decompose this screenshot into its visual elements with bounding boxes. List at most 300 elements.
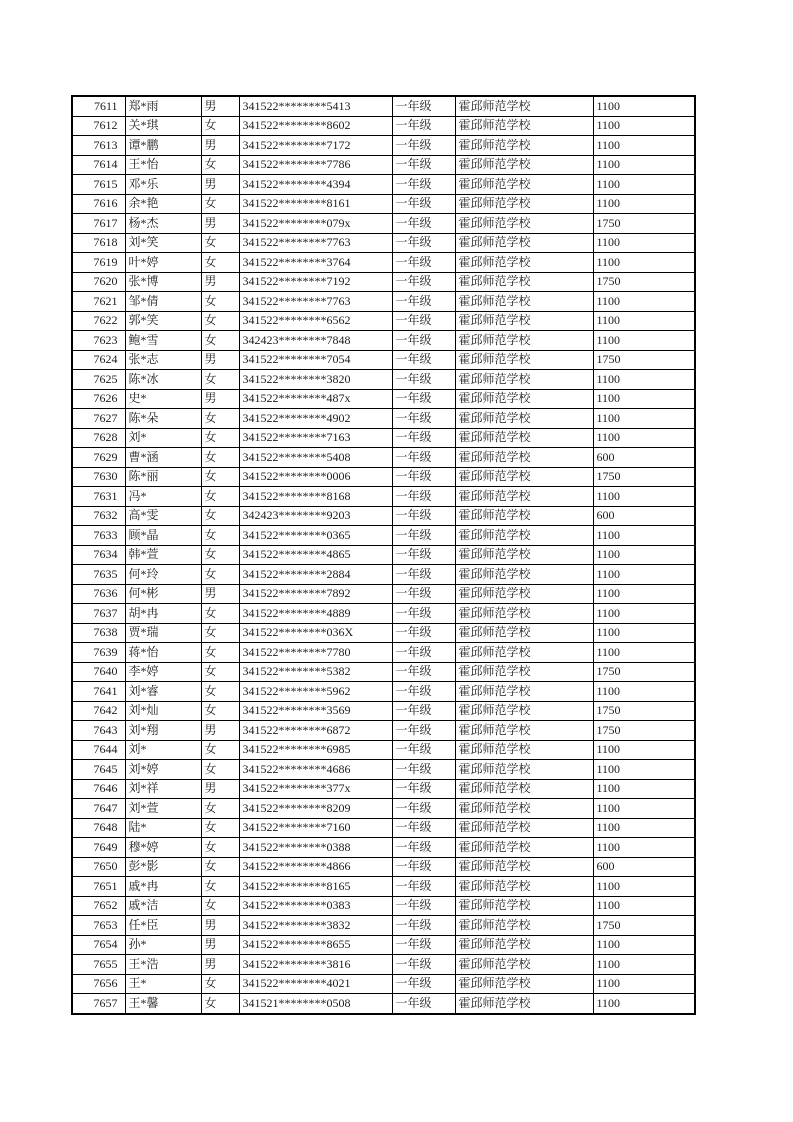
cell-amount: 1100: [593, 877, 695, 897]
cell-gender: 女: [201, 194, 239, 214]
table-row: [72, 623, 695, 643]
cell-school: 霍邱师范学校: [455, 565, 593, 585]
cell-grade: 一年级: [392, 721, 455, 741]
cell-masked-id-number: 341522********3569: [239, 701, 392, 721]
cell-grade: 一年级: [392, 955, 455, 975]
cell-amount: 1100: [593, 818, 695, 838]
cell-gender: 男: [201, 916, 239, 936]
cell-masked-id-number: 341522********4021: [239, 974, 392, 994]
cell-gender: 男: [201, 389, 239, 409]
cell-grade: 一年级: [392, 116, 455, 136]
cell-amount: 1100: [593, 175, 695, 195]
cell-grade: 一年级: [392, 623, 455, 643]
cell-school: 霍邱师范学校: [455, 857, 593, 877]
cell-grade: 一年级: [392, 916, 455, 936]
cell-masked-name: 任*臣: [125, 916, 201, 936]
cell-gender: 女: [201, 682, 239, 702]
cell-amount: 1100: [593, 428, 695, 448]
cell-masked-name: 陈*冰: [125, 370, 201, 390]
cell-masked-id-number: 341522********3764: [239, 253, 392, 273]
cell-serial-number: 7619: [72, 253, 125, 273]
cell-amount: 1100: [593, 155, 695, 175]
cell-gender: 男: [201, 214, 239, 234]
cell-masked-name: 刘*: [125, 428, 201, 448]
table-row: [72, 96, 695, 116]
cell-school: 霍邱师范学校: [455, 175, 593, 195]
cell-serial-number: 7631: [72, 487, 125, 507]
table-row: [72, 857, 695, 877]
table-row: [72, 506, 695, 526]
cell-school: 霍邱师范学校: [455, 974, 593, 994]
cell-grade: 一年级: [392, 604, 455, 624]
table-row: [72, 955, 695, 975]
cell-serial-number: 7657: [72, 994, 125, 1014]
cell-school: 霍邱师范学校: [455, 214, 593, 234]
cell-masked-name: 高*雯: [125, 506, 201, 526]
cell-serial-number: 7640: [72, 662, 125, 682]
cell-gender: 女: [201, 292, 239, 312]
cell-amount: 1100: [593, 409, 695, 429]
cell-amount: 1100: [593, 974, 695, 994]
cell-serial-number: 7644: [72, 740, 125, 760]
cell-masked-id-number: 341522********8168: [239, 487, 392, 507]
cell-amount: 1100: [593, 760, 695, 780]
cell-masked-name: 鲍*雪: [125, 331, 201, 351]
cell-masked-name: 蒋*怡: [125, 643, 201, 663]
table-row: [72, 409, 695, 429]
cell-gender: 女: [201, 662, 239, 682]
table-row: [72, 253, 695, 273]
cell-amount: 1750: [593, 467, 695, 487]
cell-serial-number: 7637: [72, 604, 125, 624]
cell-gender: 女: [201, 545, 239, 565]
cell-school: 霍邱师范学校: [455, 955, 593, 975]
cell-serial-number: 7646: [72, 779, 125, 799]
cell-masked-id-number: 341522********3832: [239, 916, 392, 936]
cell-grade: 一年级: [392, 233, 455, 253]
cell-serial-number: 7629: [72, 448, 125, 468]
table-row: [72, 175, 695, 195]
cell-serial-number: 7643: [72, 721, 125, 741]
cell-masked-name: 张*博: [125, 272, 201, 292]
table-row: [72, 116, 695, 136]
cell-masked-id-number: 341521********0508: [239, 994, 392, 1014]
cell-masked-name: 戚*冉: [125, 877, 201, 897]
cell-amount: 1100: [593, 545, 695, 565]
cell-masked-name: 郭*笑: [125, 311, 201, 331]
cell-school: 霍邱师范学校: [455, 623, 593, 643]
cell-masked-name: 邹*倩: [125, 292, 201, 312]
cell-amount: 600: [593, 506, 695, 526]
cell-masked-name: 刘*: [125, 740, 201, 760]
cell-masked-name: 顾*晶: [125, 526, 201, 546]
cell-gender: 男: [201, 96, 239, 116]
table-row: [72, 974, 695, 994]
cell-grade: 一年级: [392, 370, 455, 390]
cell-grade: 一年级: [392, 662, 455, 682]
cell-amount: 1100: [593, 935, 695, 955]
cell-gender: 男: [201, 136, 239, 156]
table-row: [72, 896, 695, 916]
cell-serial-number: 7638: [72, 623, 125, 643]
cell-masked-name: 穆*婷: [125, 838, 201, 858]
table-row: [72, 760, 695, 780]
cell-grade: 一年级: [392, 818, 455, 838]
cell-masked-name: 邓*乐: [125, 175, 201, 195]
cell-gender: 女: [201, 155, 239, 175]
cell-serial-number: 7622: [72, 311, 125, 331]
cell-gender: 女: [201, 116, 239, 136]
cell-masked-name: 刘*睿: [125, 682, 201, 702]
cell-amount: 1750: [593, 662, 695, 682]
cell-grade: 一年级: [392, 487, 455, 507]
cell-masked-id-number: 341522********487x: [239, 389, 392, 409]
cell-serial-number: 7614: [72, 155, 125, 175]
cell-masked-id-number: 341522********5382: [239, 662, 392, 682]
student-table-body: [72, 96, 695, 1014]
cell-masked-id-number: 341522********3816: [239, 955, 392, 975]
cell-serial-number: 7641: [72, 682, 125, 702]
cell-school: 霍邱师范学校: [455, 116, 593, 136]
cell-amount: 600: [593, 857, 695, 877]
cell-serial-number: 7618: [72, 233, 125, 253]
cell-serial-number: 7639: [72, 643, 125, 663]
cell-gender: 女: [201, 760, 239, 780]
cell-gender: 女: [201, 311, 239, 331]
cell-serial-number: 7611: [72, 96, 125, 116]
cell-gender: 女: [201, 331, 239, 351]
cell-grade: 一年级: [392, 428, 455, 448]
table-row: [72, 721, 695, 741]
cell-gender: 女: [201, 799, 239, 819]
cell-masked-name: 张*志: [125, 350, 201, 370]
table-row: [72, 448, 695, 468]
cell-amount: 1100: [593, 292, 695, 312]
cell-grade: 一年级: [392, 136, 455, 156]
cell-gender: 女: [201, 233, 239, 253]
table-row: [72, 331, 695, 351]
cell-school: 霍邱师范学校: [455, 292, 593, 312]
table-row: [72, 194, 695, 214]
cell-gender: 女: [201, 974, 239, 994]
cell-serial-number: 7623: [72, 331, 125, 351]
cell-amount: 1100: [593, 584, 695, 604]
cell-masked-id-number: 341522********8209: [239, 799, 392, 819]
cell-amount: 1100: [593, 838, 695, 858]
cell-serial-number: 7621: [72, 292, 125, 312]
cell-amount: 1100: [593, 896, 695, 916]
table-row: [72, 877, 695, 897]
cell-grade: 一年级: [392, 935, 455, 955]
cell-masked-name: 刘*笑: [125, 233, 201, 253]
cell-school: 霍邱师范学校: [455, 233, 593, 253]
cell-gender: 女: [201, 487, 239, 507]
cell-gender: 男: [201, 935, 239, 955]
cell-school: 霍邱师范学校: [455, 584, 593, 604]
cell-grade: 一年级: [392, 253, 455, 273]
cell-grade: 一年级: [392, 155, 455, 175]
cell-school: 霍邱师范学校: [455, 682, 593, 702]
cell-school: 霍邱师范学校: [455, 818, 593, 838]
cell-masked-id-number: 341522********0006: [239, 467, 392, 487]
cell-school: 霍邱师范学校: [455, 506, 593, 526]
cell-masked-id-number: 341522********6562: [239, 311, 392, 331]
cell-serial-number: 7612: [72, 116, 125, 136]
cell-masked-id-number: 341522********8602: [239, 116, 392, 136]
cell-amount: 1100: [593, 116, 695, 136]
cell-school: 霍邱师范学校: [455, 545, 593, 565]
cell-serial-number: 7651: [72, 877, 125, 897]
cell-grade: 一年级: [392, 701, 455, 721]
cell-masked-name: 陈*丽: [125, 467, 201, 487]
table-row: [72, 838, 695, 858]
cell-masked-id-number: 341522********7786: [239, 155, 392, 175]
table-row: [72, 799, 695, 819]
cell-school: 霍邱师范学校: [455, 740, 593, 760]
cell-school: 霍邱师范学校: [455, 253, 593, 273]
cell-gender: 男: [201, 584, 239, 604]
cell-school: 霍邱师范学校: [455, 370, 593, 390]
cell-amount: 1100: [593, 487, 695, 507]
cell-amount: 1100: [593, 623, 695, 643]
cell-masked-id-number: 341522********036X: [239, 623, 392, 643]
cell-masked-name: 何*玲: [125, 565, 201, 585]
cell-masked-id-number: 341522********4866: [239, 857, 392, 877]
cell-amount: 1750: [593, 701, 695, 721]
table-row: [72, 467, 695, 487]
table-row: [72, 545, 695, 565]
cell-gender: 男: [201, 272, 239, 292]
cell-amount: 1100: [593, 253, 695, 273]
cell-amount: 1100: [593, 994, 695, 1014]
cell-school: 霍邱师范学校: [455, 136, 593, 156]
table-row: [72, 994, 695, 1014]
cell-masked-name: 戚*洁: [125, 896, 201, 916]
cell-gender: 女: [201, 877, 239, 897]
cell-masked-name: 贾*瑞: [125, 623, 201, 643]
cell-gender: 女: [201, 370, 239, 390]
cell-school: 霍邱师范学校: [455, 272, 593, 292]
cell-grade: 一年级: [392, 272, 455, 292]
cell-grade: 一年级: [392, 350, 455, 370]
table-row: [72, 916, 695, 936]
cell-masked-id-number: 341522********7780: [239, 643, 392, 663]
cell-school: 霍邱师范学校: [455, 155, 593, 175]
cell-gender: 女: [201, 409, 239, 429]
cell-masked-id-number: 341522********8161: [239, 194, 392, 214]
cell-masked-name: 陆*: [125, 818, 201, 838]
table-row: [72, 350, 695, 370]
cell-grade: 一年级: [392, 194, 455, 214]
table-row: [72, 643, 695, 663]
cell-masked-id-number: 341522********3820: [239, 370, 392, 390]
cell-masked-id-number: 341522********4686: [239, 760, 392, 780]
cell-grade: 一年级: [392, 994, 455, 1014]
cell-gender: 男: [201, 175, 239, 195]
cell-serial-number: 7656: [72, 974, 125, 994]
cell-masked-name: 韩*萱: [125, 545, 201, 565]
cell-masked-name: 胡*冉: [125, 604, 201, 624]
cell-gender: 女: [201, 253, 239, 273]
cell-gender: 女: [201, 604, 239, 624]
cell-masked-name: 李*婷: [125, 662, 201, 682]
table-row: [72, 779, 695, 799]
cell-grade: 一年级: [392, 409, 455, 429]
cell-serial-number: 7648: [72, 818, 125, 838]
cell-masked-name: 王*浩: [125, 955, 201, 975]
cell-gender: 女: [201, 701, 239, 721]
cell-serial-number: 7617: [72, 214, 125, 234]
cell-masked-name: 余*艳: [125, 194, 201, 214]
cell-masked-name: 刘*婷: [125, 760, 201, 780]
cell-amount: 1100: [593, 389, 695, 409]
cell-school: 霍邱师范学校: [455, 331, 593, 351]
cell-school: 霍邱师范学校: [455, 838, 593, 858]
cell-masked-name: 刘*萱: [125, 799, 201, 819]
cell-amount: 1750: [593, 350, 695, 370]
cell-amount: 1100: [593, 779, 695, 799]
cell-serial-number: 7633: [72, 526, 125, 546]
cell-school: 霍邱师范学校: [455, 389, 593, 409]
cell-masked-id-number: 341522********0365: [239, 526, 392, 546]
cell-amount: 600: [593, 448, 695, 468]
table-row: [72, 292, 695, 312]
cell-school: 霍邱师范学校: [455, 96, 593, 116]
cell-school: 霍邱师范学校: [455, 467, 593, 487]
cell-amount: 1100: [593, 136, 695, 156]
cell-serial-number: 7649: [72, 838, 125, 858]
cell-masked-name: 郑*雨: [125, 96, 201, 116]
cell-amount: 1100: [593, 740, 695, 760]
cell-amount: 1100: [593, 643, 695, 663]
cell-gender: 女: [201, 896, 239, 916]
cell-gender: 女: [201, 838, 239, 858]
cell-school: 霍邱师范学校: [455, 448, 593, 468]
cell-school: 霍邱师范学校: [455, 526, 593, 546]
cell-masked-id-number: 341522********2884: [239, 565, 392, 585]
cell-serial-number: 7613: [72, 136, 125, 156]
cell-amount: 1750: [593, 272, 695, 292]
cell-grade: 一年级: [392, 877, 455, 897]
cell-serial-number: 7630: [72, 467, 125, 487]
cell-school: 霍邱师范学校: [455, 779, 593, 799]
cell-masked-id-number: 341522********7054: [239, 350, 392, 370]
cell-amount: 1100: [593, 565, 695, 585]
cell-serial-number: 7635: [72, 565, 125, 585]
cell-grade: 一年级: [392, 292, 455, 312]
cell-grade: 一年级: [392, 506, 455, 526]
cell-masked-id-number: 341522********7763: [239, 292, 392, 312]
table-row: [72, 604, 695, 624]
table-row: [72, 740, 695, 760]
cell-masked-id-number: 341522********8655: [239, 935, 392, 955]
cell-school: 霍邱师范学校: [455, 428, 593, 448]
cell-amount: 1100: [593, 233, 695, 253]
cell-gender: 女: [201, 740, 239, 760]
cell-amount: 1100: [593, 604, 695, 624]
cell-serial-number: 7645: [72, 760, 125, 780]
cell-grade: 一年级: [392, 974, 455, 994]
table-row: [72, 701, 695, 721]
cell-serial-number: 7627: [72, 409, 125, 429]
cell-gender: 女: [201, 467, 239, 487]
cell-amount: 1100: [593, 311, 695, 331]
cell-gender: 女: [201, 857, 239, 877]
cell-school: 霍邱师范学校: [455, 662, 593, 682]
cell-serial-number: 7624: [72, 350, 125, 370]
cell-masked-name: 何*彬: [125, 584, 201, 604]
cell-masked-name: 彭*影: [125, 857, 201, 877]
cell-grade: 一年级: [392, 96, 455, 116]
table-row: [72, 370, 695, 390]
cell-masked-id-number: 341522********4889: [239, 604, 392, 624]
table-row: [72, 487, 695, 507]
table-row: [72, 662, 695, 682]
cell-school: 霍邱师范学校: [455, 350, 593, 370]
cell-serial-number: 7636: [72, 584, 125, 604]
cell-school: 霍邱师范学校: [455, 721, 593, 741]
cell-masked-id-number: 341522********4394: [239, 175, 392, 195]
cell-serial-number: 7654: [72, 935, 125, 955]
cell-school: 霍邱师范学校: [455, 194, 593, 214]
cell-serial-number: 7653: [72, 916, 125, 936]
cell-masked-name: 刘*祥: [125, 779, 201, 799]
cell-grade: 一年级: [392, 214, 455, 234]
table-row: [72, 389, 695, 409]
cell-masked-name: 史*: [125, 389, 201, 409]
cell-gender: 女: [201, 994, 239, 1014]
table-row: [72, 233, 695, 253]
cell-amount: 1100: [593, 331, 695, 351]
cell-masked-name: 谭*鹏: [125, 136, 201, 156]
cell-amount: 1100: [593, 370, 695, 390]
cell-masked-id-number: 341522********377x: [239, 779, 392, 799]
cell-masked-name: 刘*灿: [125, 701, 201, 721]
cell-school: 霍邱师范学校: [455, 994, 593, 1014]
cell-masked-name: 王*: [125, 974, 201, 994]
cell-masked-id-number: 341522********4902: [239, 409, 392, 429]
cell-masked-id-number: 341522********5962: [239, 682, 392, 702]
cell-gender: 男: [201, 779, 239, 799]
cell-masked-id-number: 341522********4865: [239, 545, 392, 565]
cell-grade: 一年级: [392, 545, 455, 565]
table-row: [72, 935, 695, 955]
cell-school: 霍邱师范学校: [455, 877, 593, 897]
cell-masked-name: 王*怡: [125, 155, 201, 175]
cell-amount: 1100: [593, 955, 695, 975]
cell-gender: 女: [201, 643, 239, 663]
cell-masked-name: 杨*杰: [125, 214, 201, 234]
cell-school: 霍邱师范学校: [455, 701, 593, 721]
cell-serial-number: 7634: [72, 545, 125, 565]
cell-masked-id-number: 341522********7192: [239, 272, 392, 292]
cell-grade: 一年级: [392, 799, 455, 819]
cell-masked-name: 冯*: [125, 487, 201, 507]
cell-school: 霍邱师范学校: [455, 916, 593, 936]
cell-grade: 一年级: [392, 643, 455, 663]
table-row: [72, 565, 695, 585]
cell-grade: 一年级: [392, 311, 455, 331]
cell-amount: 1100: [593, 194, 695, 214]
cell-school: 霍邱师范学校: [455, 643, 593, 663]
cell-masked-id-number: 341522********7172: [239, 136, 392, 156]
cell-masked-name: 王*馨: [125, 994, 201, 1014]
cell-serial-number: 7632: [72, 506, 125, 526]
cell-school: 霍邱师范学校: [455, 935, 593, 955]
table-row: [72, 584, 695, 604]
cell-serial-number: 7628: [72, 428, 125, 448]
cell-amount: 1750: [593, 214, 695, 234]
